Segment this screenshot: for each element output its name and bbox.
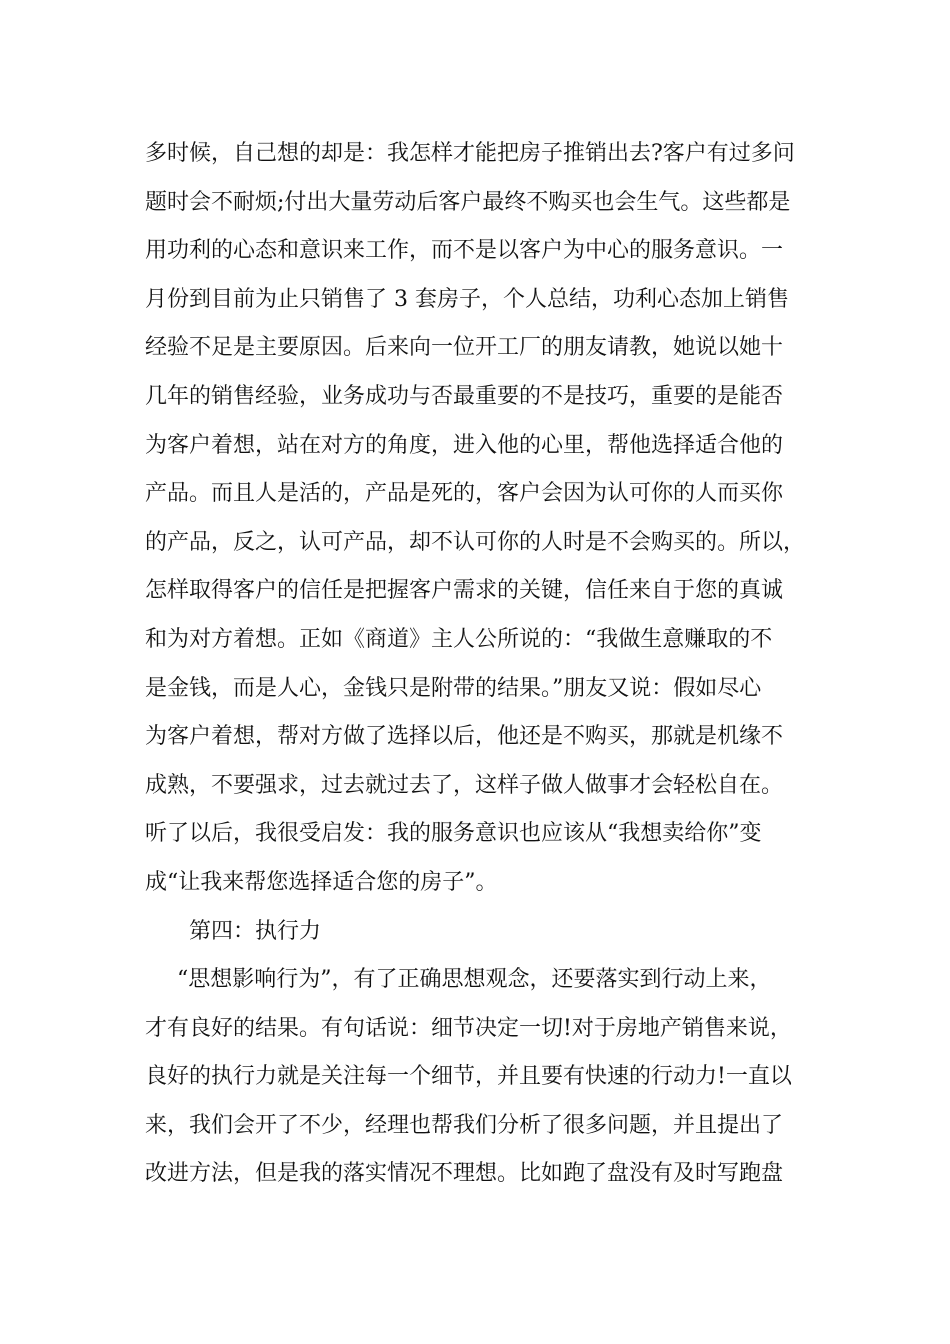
text-line: 来，我们会开了不少，经理也帮我们分析了很多问题，并且提出了 bbox=[145, 1112, 784, 1138]
text-line: 产品。而且人是活的，产品是死的，客户会因为认可你的人而买你 bbox=[145, 481, 784, 507]
text-line: 是金钱，而是人心，金钱只是附带的结果。”朋友又说：假如尽心 bbox=[145, 675, 762, 701]
text-line: 几年的销售经验，业务成功与否最重要的不是技巧，重要的是能否 bbox=[145, 383, 784, 409]
text-line: 才有良好的结果。有句话说：细节决定一切!对于房地产销售来说， bbox=[145, 1015, 792, 1041]
text-line: 良好的执行力就是关注每一个细节，并且要有快速的行动力!一直以 bbox=[145, 1064, 792, 1090]
text-line: 听了以后，我很受启发：我的服务意识也应该从“我想卖给你”变 bbox=[145, 821, 762, 847]
text-line: 用功利的心态和意识来工作，而不是以客户为中心的服务意识。一 bbox=[145, 238, 784, 264]
text-line: “思想影响行为”，有了正确思想观念，还要落实到行动上来， bbox=[177, 967, 772, 993]
body-text bbox=[145, 130, 815, 1199]
text-line: 经验不足是主要原因。后来向一位开工厂的朋友请教，她说以她十 bbox=[145, 335, 784, 361]
text-line: 题时会不耐烦;付出大量劳动后客户最终不购买也会生气。这些都是 bbox=[145, 189, 791, 215]
text-line: 怎样取得客户的信任是把握客户需求的关键，信任来自于您的真诚 bbox=[145, 578, 784, 604]
text-line: 多时候，自己想的却是：我怎样才能把房子推销出去?客户有过多问 bbox=[145, 141, 795, 166]
text-line: 成“让我来帮您选择适合您的房子”。 bbox=[145, 869, 498, 895]
text-line: 成熟，不要强求，过去就过去了，这样子做人做事才会轻松自在。 bbox=[145, 772, 784, 798]
text-line: 月份到目前为止只销售了 3 套房子，个人总结，功利心态加上销售 bbox=[145, 286, 789, 312]
section-heading: 第四：执行力 bbox=[189, 918, 322, 944]
text-line: 改进方法，但是我的落实情况不理想。比如跑了盘没有及时写跑盘 bbox=[145, 1161, 784, 1187]
text-line: 和为对方着想。正如《商道》主人公所说的：“我做生意赚取的不 bbox=[145, 626, 773, 652]
text-line: 为客户着想，站在对方的角度，进入他的心里，帮他选择适合他的 bbox=[145, 432, 784, 458]
text-line: 的产品，反之，认可产品，却不认可你的人时是不会购买的。所以， bbox=[145, 529, 806, 555]
text-line: 为客户着想，帮对方做了选择以后，他还是不购买，那就是机缘不 bbox=[145, 724, 784, 750]
